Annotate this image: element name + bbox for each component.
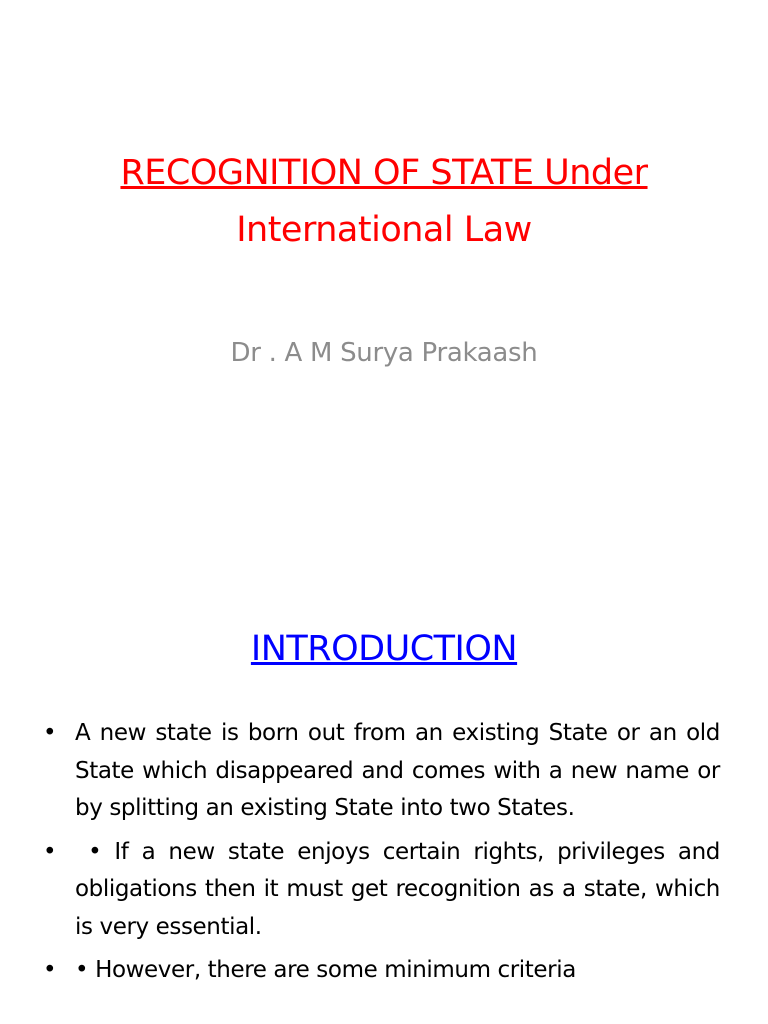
bullet-list — [0, 715, 768, 996]
bullet-icon: • — [43, 957, 57, 983]
bullet-item — [0, 952, 768, 990]
bullet-text: A new state is born out from an existing State or an old State which disappeared and comes with a new name or by splitting an existing State into two States. — [75, 720, 720, 821]
bullet-icon: • — [43, 720, 57, 746]
bullet-icon: • — [43, 838, 57, 865]
content-slide — [0, 600, 768, 1024]
bullet-text: • If a new state enjoys certain rights, privileges and obligations then it must get recognition as a state, which is very essential. — [75, 838, 727, 940]
section-heading: INTRODUCTION — [250, 629, 518, 669]
slide-title: RECOGNITION OF STATE Under — [120, 153, 648, 193]
author-name: Dr . A M Surya Prakaash — [230, 338, 538, 368]
bullet-item — [0, 715, 768, 828]
slide-title-continuation: International Law — [236, 210, 532, 250]
bullet-text: • However, there are some minimum criteria — [75, 957, 576, 983]
bullet-item — [0, 834, 768, 947]
